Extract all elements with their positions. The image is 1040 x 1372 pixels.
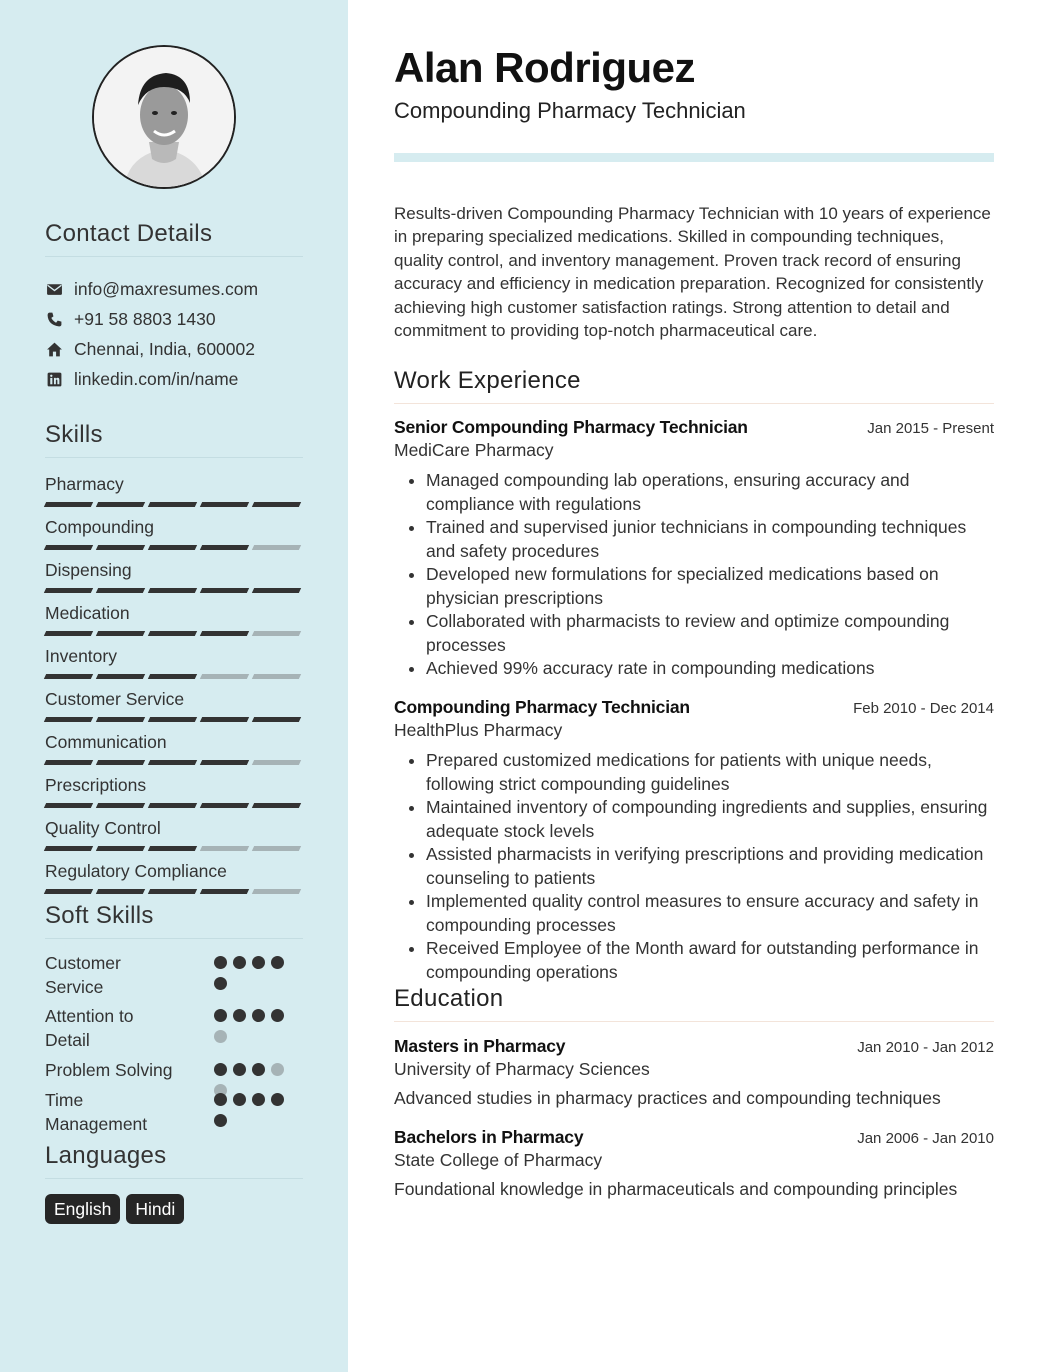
skill-name: Regulatory Compliance [45,861,227,881]
contact-heading: Contact Details [45,220,303,257]
skill-level-segment [200,545,249,550]
degree-title: Bachelors in Pharmacy [394,1127,584,1147]
school-name: State College of Pharmacy [394,1150,603,1170]
soft-skill-item [45,1005,303,1059]
contact-phone[interactable] [45,304,325,334]
soft-skill-item [45,1059,303,1089]
skill-level-segment [96,717,145,722]
work-heading: Work Experience [394,367,994,404]
skill-level-segment [200,760,249,765]
skill-level-segment [252,803,301,808]
job-title: Senior Compounding Pharmacy Technician [394,417,748,437]
skill-level-bars [45,588,303,593]
job-title: Compounding Pharmacy Technician [394,697,690,717]
phone-icon [45,310,63,328]
soft-skill-level-dot [214,977,227,990]
skill-level-segment [148,803,197,808]
education-entry [394,1036,994,1109]
soft-skill-level-dots [214,1093,289,1127]
job-company: MediCare Pharmacy [394,440,554,460]
skills-heading: Skills [45,421,303,458]
education-entry [394,1127,994,1200]
soft-skill-level-dot [233,1063,246,1076]
contact-email-text: info@maxresumes.com [74,278,259,299]
skill-level-bars [45,674,303,679]
languages-list [45,1194,184,1224]
soft-skill-level-dot [214,1114,227,1127]
summary-text: Results-driven Compounding Pharmacy Technician with 10 years of experience in preparing specialized medications. Skilled in compounding techniques, quality control, and inventory management. Proven track record of ensuring accuracy and efficiency in medication preparation. Recognized for consistently achieving high customer satisfaction ratings. Strong attention to detail and commitment to providing top-notch pharmaceutical care. [394,204,991,341]
skill-level-segment [148,717,197,722]
skill-level-segment [252,588,301,593]
languages-heading: Languages [45,1142,303,1179]
skill-item [45,601,303,644]
skill-item [45,859,303,902]
skill-level-segment [252,674,301,679]
skill-level-segment [96,674,145,679]
education-date: Jan 2006 - Jan 2010 [857,1130,994,1147]
skill-level-segment [252,889,301,894]
skill-level-segment [44,889,93,894]
degree-title: Masters in Pharmacy [394,1036,566,1056]
soft-skills-list [45,952,303,1139]
soft-skill-level-dot [233,1009,246,1022]
skill-level-segment [252,846,301,851]
soft-skill-level-dots [214,956,289,990]
skill-item [45,730,303,773]
soft-skill-level-dot [252,1093,265,1106]
skills-list [45,472,303,902]
skill-level-segment [148,674,197,679]
skill-level-segment [44,545,93,550]
soft-skill-item [45,1089,303,1139]
job-entry [394,417,994,681]
soft-skill-level-dot [214,1093,227,1106]
skill-name: Quality Control [45,818,161,838]
school-name: University of Pharmacy Sciences [394,1059,650,1079]
contact-list [45,274,325,394]
skill-level-segment [148,588,197,593]
linkedin-icon [45,370,63,388]
skill-level-segment [96,803,145,808]
education-heading: Education [394,985,994,1022]
candidate-name: Alan Rodriguez [394,44,696,91]
skill-item [45,773,303,816]
skill-level-segment [96,889,145,894]
accent-divider [394,153,994,162]
soft-skill-level-dot [271,1093,284,1106]
skill-level-segment [96,760,145,765]
job-entry [394,697,994,984]
skill-level-segment [200,803,249,808]
soft-skill-level-dots [214,1009,289,1043]
skill-level-segment [44,502,93,507]
skill-level-bars [45,502,303,507]
skill-level-segment [200,717,249,722]
contact-phone-text: +91 58 8803 1430 [74,308,216,329]
sidebar [0,0,348,1372]
skill-level-bars [45,545,303,550]
profile-photo [92,45,236,189]
job-bullet: • Implemented quality control measures to ensure accuracy and safety in compounding processes [426,890,994,937]
job-bullet: • Assisted pharmacists in verifying prescriptions and providing medication counseling to patients [426,843,994,890]
job-company: HealthPlus Pharmacy [394,720,563,740]
skill-level-segment [148,631,197,636]
job-bullet: • Prepared customized medications for patients with unique needs, following strict compounding guidelines [426,749,994,796]
skill-level-bars [45,631,303,636]
job-bullet: • Managed compounding lab operations, ensuring accuracy and compliance with regulations [426,469,994,516]
soft-skill-name: Attention to Detail [45,1006,134,1050]
job-bullet: • Collaborated with pharmacists to review and optimize compounding processes [426,610,994,657]
job-bullet: • Trained and supervised junior technicians in compounding techniques and safety procedures [426,516,994,563]
soft-skill-level-dot [233,956,246,969]
skill-level-segment [148,502,197,507]
soft-skill-level-dot [214,1030,227,1043]
skill-level-bars [45,846,303,851]
skill-level-segment [252,631,301,636]
soft-skill-level-dot [252,1063,265,1076]
skill-level-segment [44,846,93,851]
skill-level-segment [96,846,145,851]
soft-skill-name: Time Management [45,1090,148,1134]
contact-location [45,334,325,364]
soft-skill-level-dot [271,1009,284,1022]
soft-skill-level-dot [214,1009,227,1022]
skill-level-segment [200,588,249,593]
candidate-title: Compounding Pharmacy Technician [394,98,746,123]
skill-level-segment [252,502,301,507]
skill-level-segment [148,760,197,765]
skill-level-segment [44,674,93,679]
skill-level-segment [148,545,197,550]
skill-level-segment [96,631,145,636]
job-bullet: • Maintained inventory of compounding ingredients and supplies, ensuring adequate stock levels [426,796,994,843]
soft-skill-level-dot [252,1009,265,1022]
skill-level-segment [200,674,249,679]
skill-level-bars [45,760,303,765]
skill-level-segment [44,803,93,808]
skill-item [45,644,303,687]
soft-skill-level-dot [271,1063,284,1076]
job-bullets [394,469,994,681]
skill-level-segment [200,846,249,851]
job-bullet: • Received Employee of the Month award for outstanding performance in compounding operations [426,937,994,984]
skill-level-bars [45,803,303,808]
education-description: Foundational knowledge in pharmaceuticals and compounding principles [394,1179,958,1199]
language-badge: Hindi [126,1194,184,1224]
skill-name: Compounding [45,517,154,537]
skill-level-segment [44,760,93,765]
skill-level-segment [44,588,93,593]
skill-level-segment [44,717,93,722]
skill-item [45,515,303,558]
job-bullet: • Achieved 99% accuracy rate in compounding medications [426,657,994,681]
soft-skills-heading: Soft Skills [45,902,303,939]
skill-level-segment [252,717,301,722]
skill-item [45,558,303,601]
skill-level-segment [200,502,249,507]
soft-skill-level-dot [252,956,265,969]
skill-level-segment [96,588,145,593]
skill-name: Medication [45,603,130,623]
portrait-image [94,47,234,187]
skill-name: Dispensing [45,560,132,580]
skill-level-segment [96,502,145,507]
skill-name: Pharmacy [45,474,124,494]
skill-level-segment [252,760,301,765]
skill-level-segment [96,545,145,550]
education-date: Jan 2010 - Jan 2012 [857,1039,994,1056]
job-date: Jan 2015 - Present [867,420,994,437]
soft-skill-name: Customer Service [45,953,121,997]
soft-skill-level-dot [233,1093,246,1106]
job-bullet: • Developed new formulations for specialized medications based on physician prescriptions [426,563,994,610]
job-bullets [394,749,994,984]
skill-level-segment [44,631,93,636]
skill-level-segment [200,889,249,894]
language-badge: English [45,1194,120,1224]
skill-item [45,687,303,730]
soft-skill-level-dot [214,956,227,969]
skill-name: Communication [45,732,167,752]
skill-name: Prescriptions [45,775,147,795]
job-date: Feb 2010 - Dec 2014 [853,700,994,717]
contact-email[interactable] [45,274,325,304]
education-description: Advanced studies in pharmacy practices and compounding techniques [394,1088,941,1108]
skill-level-bars [45,889,303,894]
soft-skill-name: Problem Solving [45,1060,173,1080]
skill-item [45,816,303,859]
contact-linkedin-text: linkedin.com/in/name [74,368,239,389]
skill-name: Customer Service [45,689,185,709]
soft-skill-level-dot [214,1063,227,1076]
skill-item [45,472,303,515]
soft-skill-level-dot [271,956,284,969]
skill-level-segment [148,889,197,894]
contact-linkedin[interactable] [45,364,325,394]
skill-level-segment [148,846,197,851]
soft-skill-item [45,952,303,1005]
contact-location-text: Chennai, India, 600002 [74,338,255,359]
home-icon [45,340,63,358]
skill-level-segment [252,545,301,550]
skill-level-bars [45,717,303,722]
envelope-icon [45,280,63,298]
skill-level-segment [200,631,249,636]
skill-name: Inventory [45,646,117,666]
